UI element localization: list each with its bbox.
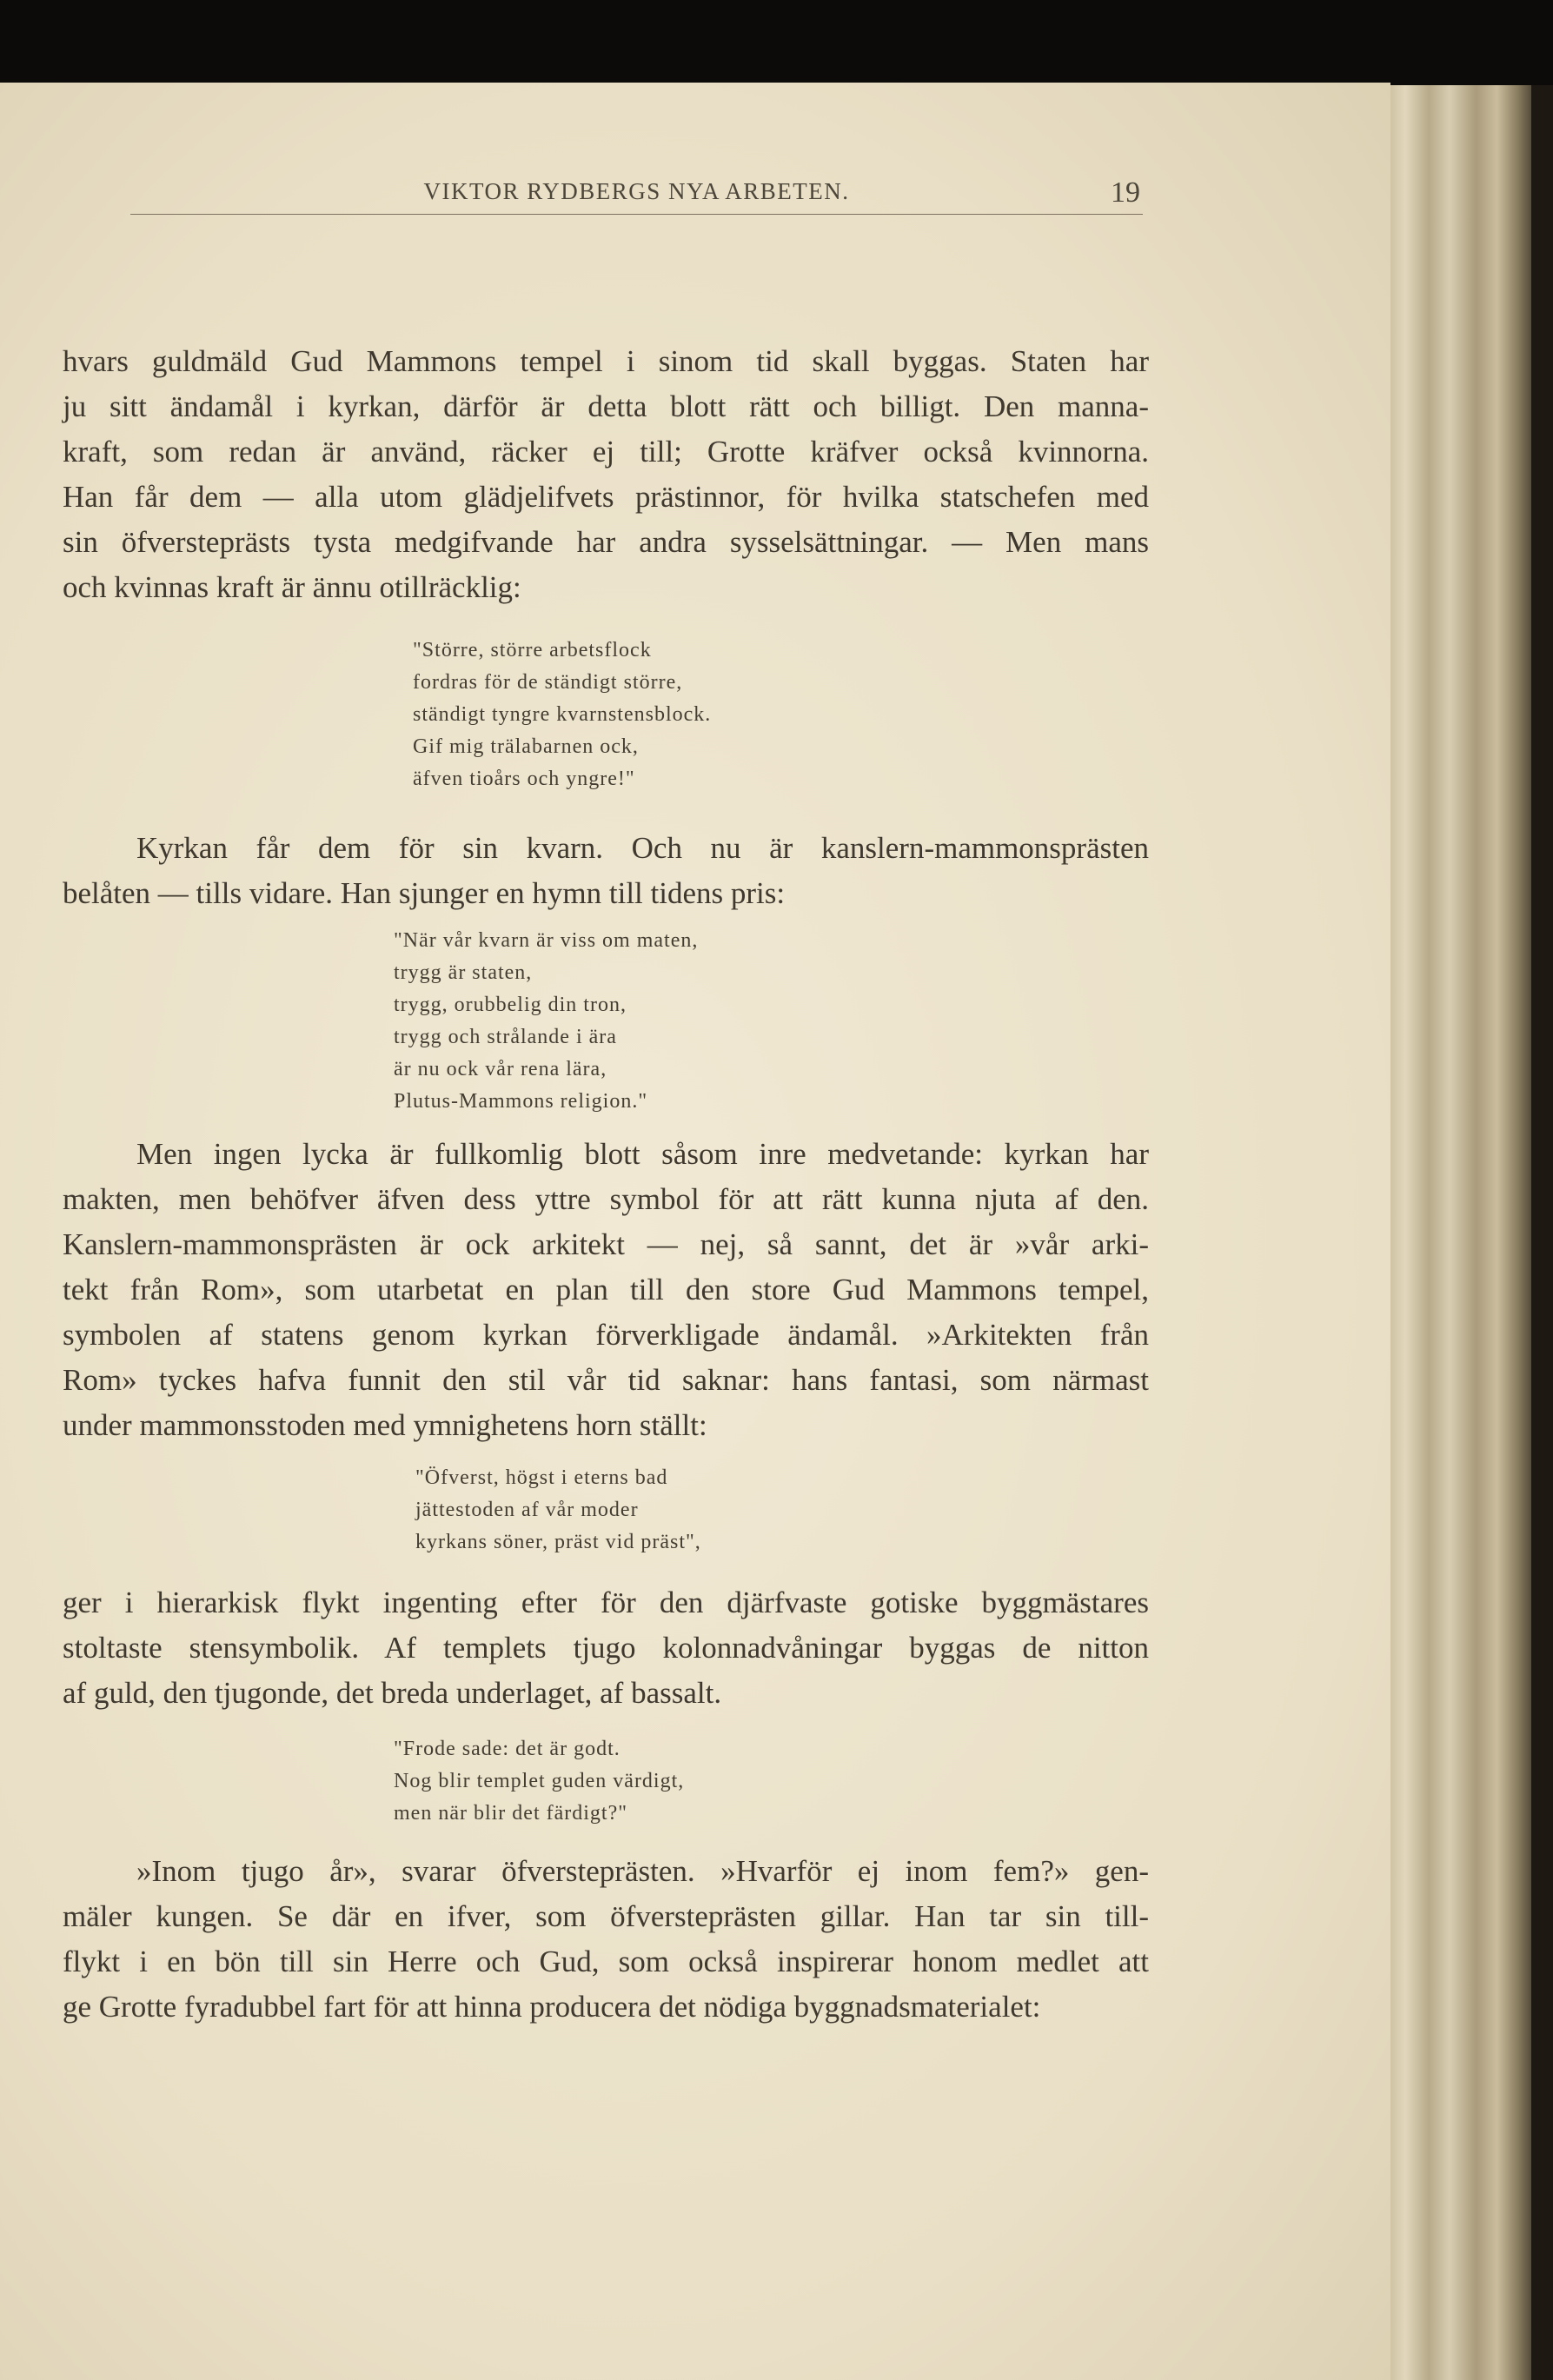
verse-line: Nog blir templet guden värdigt, bbox=[394, 1770, 685, 1792]
book-edge bbox=[1531, 85, 1553, 2380]
verse-line: "Större, större arbetsflock bbox=[413, 639, 652, 661]
paragraph-1 bbox=[63, 339, 1149, 610]
verse-line: är nu ock vår rena lära, bbox=[394, 1058, 607, 1080]
verse-line: trygg och strålande i ära bbox=[394, 1026, 617, 1048]
text-line: under mammonsstoden med ymnighetens horn ställt: bbox=[63, 1408, 707, 1442]
text-line: Kanslern-mammonsprästen är ock arkitekt — nej, så sannt, det är »vår arki- bbox=[63, 1227, 1149, 1261]
text-line: ju sitt ändamål i kyrkan, därför är detta blott rätt och billigt. Den manna- bbox=[63, 389, 1149, 423]
book-gutter bbox=[1390, 85, 1538, 2380]
paragraph-5 bbox=[63, 1849, 1149, 2030]
verse-line: äfven tioårs och yngre!" bbox=[413, 768, 635, 790]
text-line: kraft, som redan är använd, räcker ej till; Grotte kräfver också kvinnorna. bbox=[63, 435, 1149, 469]
paragraph-4 bbox=[63, 1580, 1149, 1716]
verse-line: fordras för de ständigt större, bbox=[413, 671, 683, 694]
text-line: och kvinnas kraft är ännu otillräcklig: bbox=[63, 570, 521, 604]
text-line: sin öfversteprästs tysta medgifvande har andra sysselsättningar. — Men mans bbox=[63, 525, 1149, 559]
text-line: stoltaste stensymbolik. Af templets tjugo kolonnadvåningar byggas de nitton bbox=[63, 1631, 1149, 1665]
text-line: af guld, den tjugonde, det breda underlaget, af bassalt. bbox=[63, 1676, 722, 1710]
text-line: Kyrkan får dem för sin kvarn. Och nu är kanslern-mammonsprästen bbox=[136, 831, 1149, 865]
text-line: flykt i en bön till sin Herre och Gud, som också inspirerar honom medlet att bbox=[63, 1945, 1149, 1978]
header-rule bbox=[130, 214, 1143, 215]
paragraph-3 bbox=[63, 1132, 1149, 1448]
verse-line: kyrkans söner, präst vid präst", bbox=[415, 1531, 701, 1553]
verse-line: trygg är staten, bbox=[394, 961, 533, 984]
text-line: Rom» tyckes hafva funnit den stil vår tid saknar: hans fantasi, som närmast bbox=[63, 1363, 1149, 1397]
text-line: tekt från Rom», som utarbetat en plan till den store Gud Mammons tempel, bbox=[63, 1273, 1149, 1306]
verse-2 bbox=[394, 925, 698, 1118]
verse-line: Gif mig trälabarnen ock, bbox=[413, 735, 639, 758]
text-line: hvars guldmäld Gud Mammons tempel i sinom tid skall byggas. Staten har bbox=[63, 344, 1149, 378]
paragraph-2 bbox=[63, 826, 1149, 916]
text-line: makten, men behöfver äfven dess yttre symbol för att rätt kunna njuta af den. bbox=[63, 1182, 1149, 1216]
text-line: belåten — tills vidare. Han sjunger en hymn till tidens pris: bbox=[63, 876, 786, 910]
verse-1 bbox=[413, 635, 711, 795]
verse-line: "Öfverst, högst i eterns bad bbox=[415, 1466, 668, 1489]
verse-line: "När vår kvarn är viss om maten, bbox=[394, 929, 699, 952]
text-line: mäler kungen. Se där en ifver, som öfversteprästen gillar. Han tar sin till- bbox=[63, 1899, 1149, 1933]
text-line: Han får dem — alla utom glädjelifvets prästinnor, för hvilka statschefen med bbox=[63, 480, 1149, 514]
verse-line: "Frode sade: det är godt. bbox=[394, 1738, 621, 1760]
verse-line: men när blir det färdigt?" bbox=[394, 1802, 628, 1825]
verse-4 bbox=[394, 1733, 684, 1830]
page-number: 19 bbox=[1111, 176, 1140, 209]
text-line: »Inom tjugo år», svarar öfversteprästen. »Hvarför ej inom fem?» gen- bbox=[136, 1854, 1149, 1888]
verse-3 bbox=[415, 1462, 701, 1559]
text-line: ger i hierarkisk flykt ingenting efter för den djärfvaste gotiske byggmästares bbox=[63, 1586, 1149, 1619]
verse-line: Plutus-Mammons religion." bbox=[394, 1090, 648, 1113]
verse-line: ständigt tyngre kvarnstensblock. bbox=[413, 703, 712, 726]
text-line: symbolen af statens genom kyrkan förverkligade ändamål. »Arkitekten från bbox=[63, 1318, 1149, 1352]
text-line: ge Grotte fyradubbel fart för att hinna producera det nödiga byggnadsmaterialet: bbox=[63, 1990, 1041, 2024]
text-line: Men ingen lycka är fullkomlig blott såsom inre medvetande: kyrkan har bbox=[136, 1137, 1149, 1171]
verse-line: trygg, orubbelig din tron, bbox=[394, 994, 627, 1016]
running-title: VIKTOR RYDBERGS NYA ARBETEN. bbox=[423, 178, 850, 204]
verse-line: jättestoden af vår moder bbox=[415, 1499, 639, 1521]
